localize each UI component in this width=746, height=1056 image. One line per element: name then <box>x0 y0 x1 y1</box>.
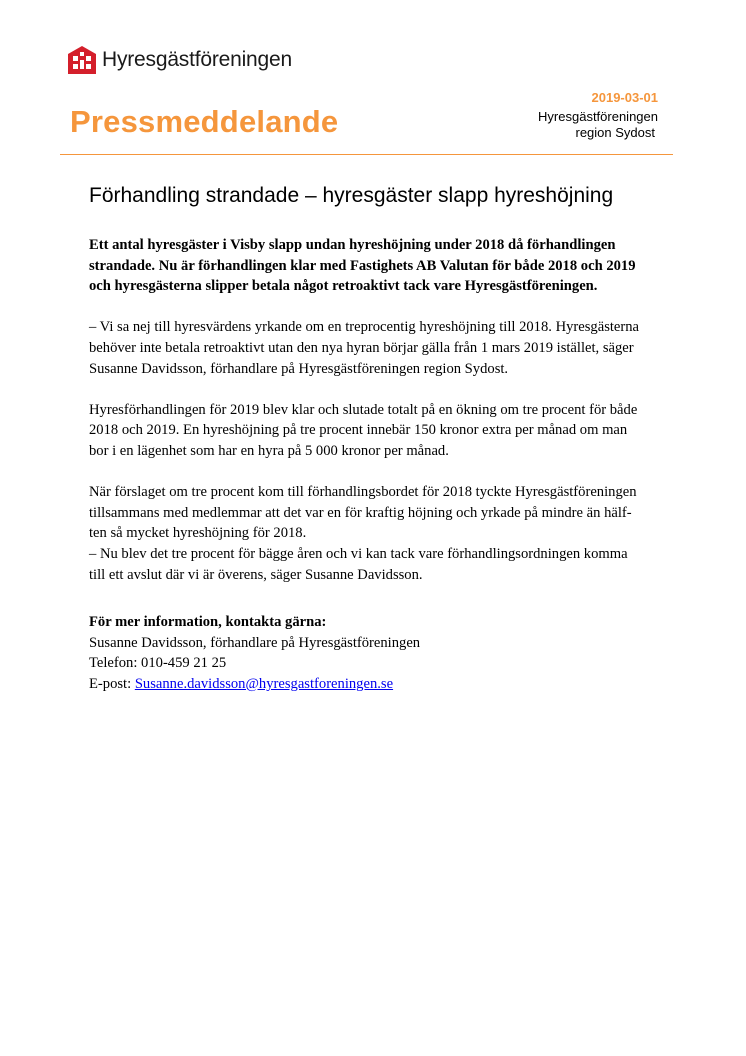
paragraph-line: – Nu blev det tre procent för bägge åren och vi kan tack vare förhandlingsordningen komma <box>89 545 628 562</box>
header-divider <box>60 154 673 155</box>
lead-paragraph <box>89 235 669 297</box>
article-body <box>89 235 669 606</box>
logo-text: Hyresgästföreningen <box>102 48 292 71</box>
contact-phone: Telefon: 010-459 21 25 <box>89 655 227 672</box>
press-release-title: Pressmeddelande <box>70 104 339 139</box>
paragraph-line: bor i en lägenhet som har en hyra på 5 000 kronor per månad. <box>89 442 449 459</box>
org-name: Hyresgästföreningen <box>538 109 658 124</box>
paragraph-line: 2018 och 2019. En hyreshöjning på tre procent innebär 150 kronor extra per månad om man <box>89 422 628 439</box>
paragraph-line: behöver inte betala retroaktivt utan den nya hyran börjar gälla från 1 mars 2019 istället, säger <box>89 339 634 356</box>
paragraph-quote <box>89 317 669 379</box>
paragraph-line: Susanne Davidsson, förhandlare på Hyresgästföreningen region Sydost. <box>89 360 509 377</box>
org-region: region Sydost <box>575 125 655 140</box>
email-label: E-post: <box>89 675 135 692</box>
article-headline: Förhandling strandade – hyresgäster slapp hyreshöjning <box>89 184 614 207</box>
house-logo-icon <box>66 44 98 76</box>
release-date: 2019-03-01 <box>591 90 658 105</box>
paragraph-line: till ett avslut där vi är överens, säger Susanne Davidsson. <box>89 566 423 583</box>
logo <box>66 42 292 78</box>
paragraph-line: Hyresförhandlingen för 2019 blev klar och slutade totalt på en ökning om tre procent för både <box>89 401 638 418</box>
paragraph-line: – Vi sa nej till hyresvärdens yrkande om en treprocentig hyreshöjning till 2018. Hyresgästerna <box>89 319 640 336</box>
paragraph-outcome <box>89 400 669 462</box>
email-link[interactable]: Susanne.davidsson@hyresgastforeningen.se <box>134 675 394 692</box>
lead-line: strandade. Nu är förhandlingen klar med Fastighets AB Valutan för både 2018 och 2019 <box>89 257 636 274</box>
contact-person: Susanne Davidsson, förhandlare på Hyresgästföreningen <box>89 634 421 651</box>
paragraph-background <box>89 482 669 585</box>
lead-line: Ett antal hyresgäster i Visby slapp undan hyreshöjning under 2018 då förhandlingen <box>89 237 616 253</box>
paragraph-line: När förslaget om tre procent kom till förhandlingsbordet för 2018 tyckte Hyresgästföreningen <box>89 484 637 501</box>
paragraph-line: tillsammans med medlemmar att det var en för kraftig höjning och yrkade på mindre än hälf- <box>89 504 632 521</box>
paragraph-line: ten så mycket hyreshöjning för 2018. <box>89 525 307 542</box>
header-meta <box>538 90 658 141</box>
contact-block <box>89 612 420 694</box>
lead-line: och hyresgästerna slipper betala något retroaktivt tack vare Hyresgästföreningen. <box>89 278 598 295</box>
contact-email-row <box>89 674 420 695</box>
contact-heading: För mer information, kontakta gärna: <box>89 614 327 630</box>
